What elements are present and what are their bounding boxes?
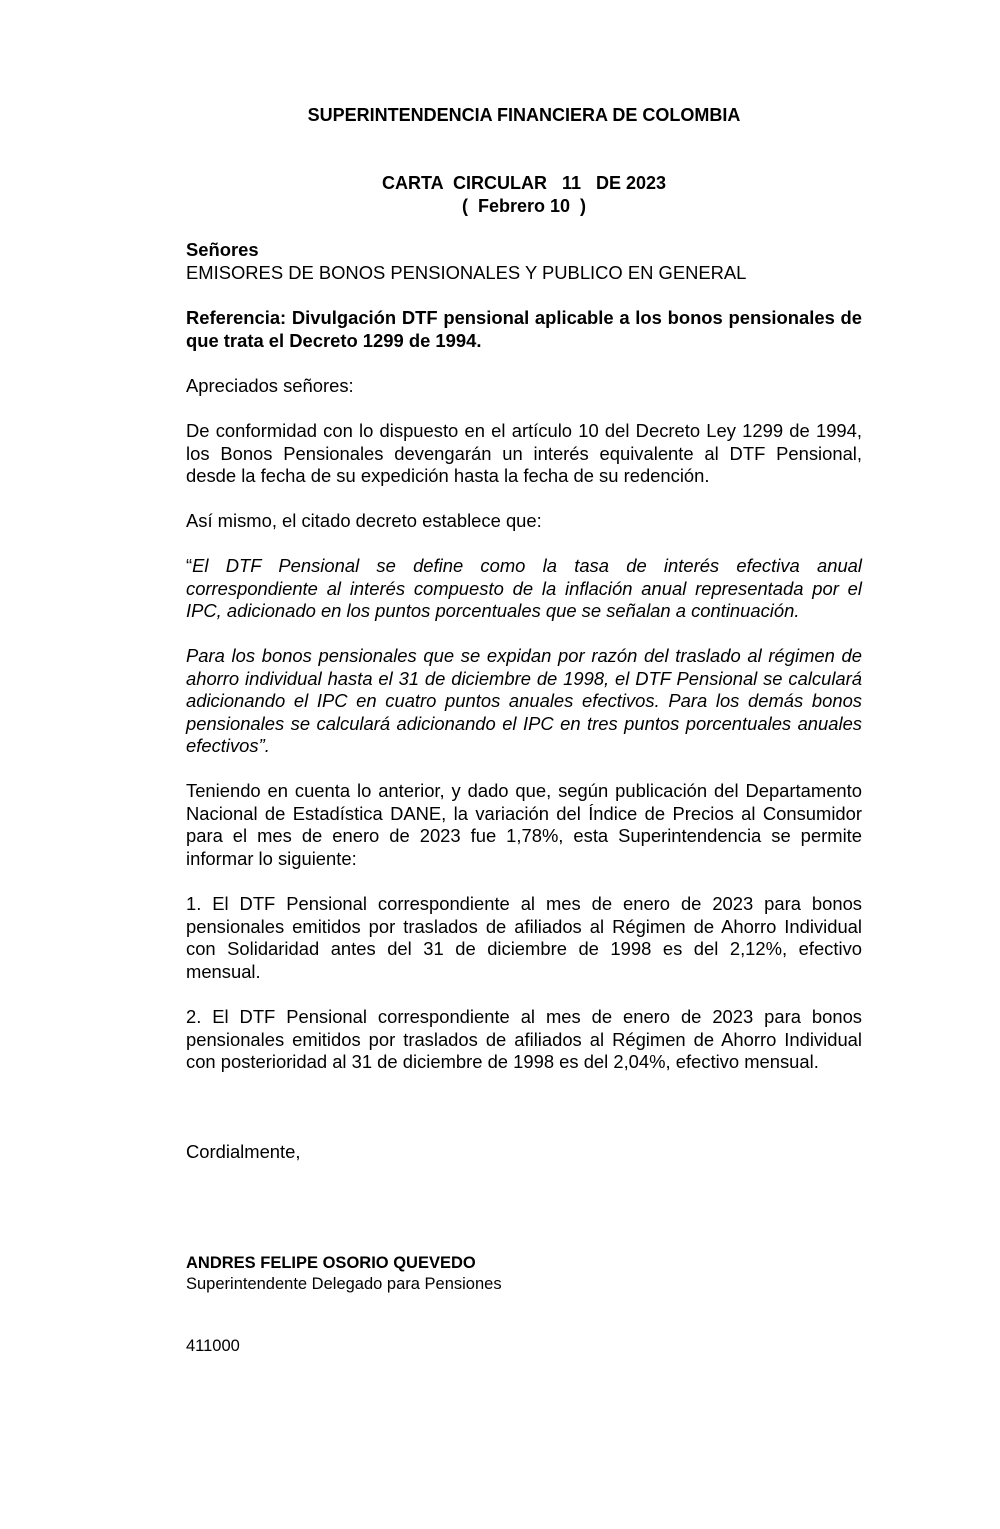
paragraph-decree: De conformidad con lo dispuesto en el artículo 10 del Decreto Ley 1299 de 1994, los Bonos Pensionales devengarán un interés equivalente al DTF Pensional, desde la fecha de su expedición hasta la fecha de su redención.: [186, 420, 862, 486]
paragraph-decree-establishes: Así mismo, el citado decreto establece que:: [186, 510, 542, 531]
letter-page: [186, 0, 862, 1529]
quote-definition: [186, 555, 862, 623]
closing-line: Cordialmente,: [186, 1141, 301, 1162]
quote-calculation: Para los bonos pensionales que se expidan por razón del traslado al régimen de ahorro individual hasta el 31 de diciembre de 1998, el DTF Pensional se calculará adicionando el IPC en cuatro puntos anuales efectivos. Para los demás bonos pensionales se calculará adicionando el IPC en tres puntos porcentuales anuales efectivos”.: [186, 645, 862, 756]
list-item-1: 1. El DTF Pensional correspondiente al mes de enero de 2023 para bonos pensionales emitidos por traslados de afiliados al Régimen de Ahorro Individual con Solidaridad antes del 31 de diciembre de 1998 es del 2,12%, efectivo mensual.: [186, 893, 862, 982]
paragraph-ipc: Teniendo en cuenta lo anterior, y dado que, según publicación del Departamento Nacional de Estadística DANE, la variación del Índice de Precios al Consumidor para el mes de enero de 2023 fue 1,78%, esta Superintendencia se permite informar lo siguiente:: [186, 780, 862, 869]
list-item-2: 2. El DTF Pensional correspondiente al mes de enero de 2023 para bonos pensionales emitidos por traslados de afiliados al Régimen de Ahorro Individual con posterioridad al 31 de diciembre de 1998 es del 2,04%, efectivo mensual.: [186, 1006, 862, 1072]
circular-title: CARTA CIRCULAR 11 DE 2023: [381, 173, 667, 193]
reference-line: Referencia: Divulgación DTF pensional aplicable a los bonos pensionales de que trata el Decreto 1299 de 1994.: [186, 307, 862, 351]
quote-definition-text: El DTF Pensional se define como la tasa de interés efectiva anual correspondiente al interés compuesto de la inflación anual representada por el IPC, adicionado en los puntos porcentuales que se señalan a continuación.: [186, 555, 862, 621]
entity-heading: SUPERINTENDENCIA FINANCIERA DE COLOMBIA: [307, 105, 741, 125]
greeting-line: Apreciados señores:: [186, 375, 354, 396]
quote-open-mark: “: [186, 555, 193, 576]
document-code: 411000: [186, 1337, 240, 1355]
signatory-position: Superintendente Delegado para Pensiones: [186, 1275, 502, 1293]
salutation-label: Señores: [186, 239, 259, 260]
signatory-name: ANDRES FELIPE OSORIO QUEVEDO: [186, 1254, 476, 1272]
recipients-line: EMISORES DE BONOS PENSIONALES Y PUBLICO EN GENERAL: [186, 262, 747, 283]
circular-date: ( Febrero 10 ): [461, 196, 587, 216]
